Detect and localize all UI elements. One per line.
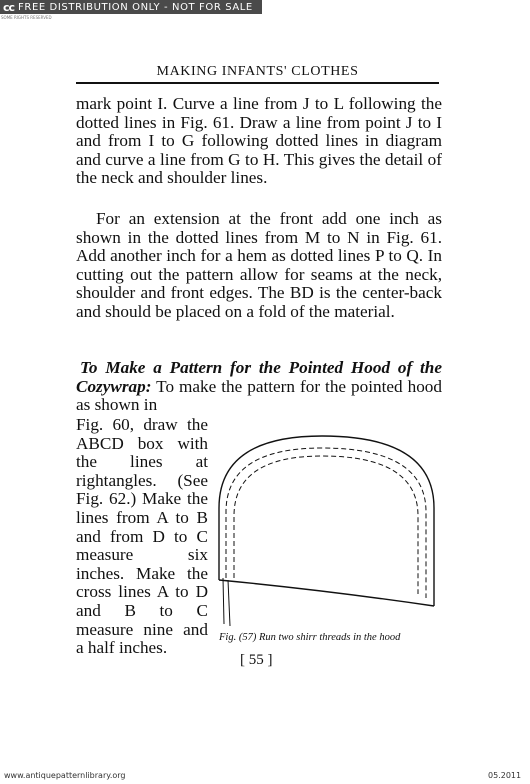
hood-outline: [219, 436, 434, 606]
footer-date: 05.2011: [488, 771, 522, 780]
paragraph-1: mark point I. Curve a line from J to L following the dotted lines in Fig. 61. Draw a line from point J to I and from I to G following dotted lines in diagram and curve a line from G to H. This gives the detail of the neck and shoulder lines.: [76, 94, 442, 188]
hood-figure: [214, 428, 446, 640]
license-text: FREE DISTRIBUTION ONLY - NOT FOR SALE: [18, 1, 253, 13]
paragraph-3-text: To make the pattern for the pointed hood as shown in: [76, 376, 442, 415]
header-rule: [76, 82, 439, 84]
license-banner: [0, 0, 262, 14]
footer-url: www.antiquepatternlibrary.org: [4, 771, 126, 780]
paragraph-3: [76, 359, 442, 415]
license-subtext: SOME RIGHTS RESERVED: [1, 15, 52, 20]
shirr-thread-end-2: [228, 580, 230, 626]
paragraph-2: For an extension at the front add one inch as shown in the dotted lines from M to N in Fig. 61. Add another inch for a hem as dotted lines P to Q. In cutting out the pattern allow for seams at the neck, shoulder and front edges. The BD is the center-back and should be placed on a fold of the material.: [76, 209, 442, 321]
shirr-thread-end-1: [223, 578, 224, 624]
hood-shirr-line-inner: [234, 456, 418, 594]
section-heading: To Make a Pattern for the Pointed Hood of the Cozywrap:: [76, 358, 442, 396]
page-number: [ 55 ]: [240, 652, 273, 668]
cc-logo-icon: cc: [3, 0, 15, 14]
paragraph-3-wrap: Fig. 60, draw the ABCD box with the lines at rightangles. (See Fig. 62.) Make the lines from A to B and from D to C measure six inches. Make the cross lines A to D and B to C measure nine and a half inches.: [76, 415, 208, 658]
figure-caption: Fig. (57) Run two shirr threads in the hood: [219, 632, 401, 643]
hood-bottom-edge: [219, 580, 434, 606]
running-head: MAKING INFANTS' CLOTHES: [156, 64, 359, 79]
